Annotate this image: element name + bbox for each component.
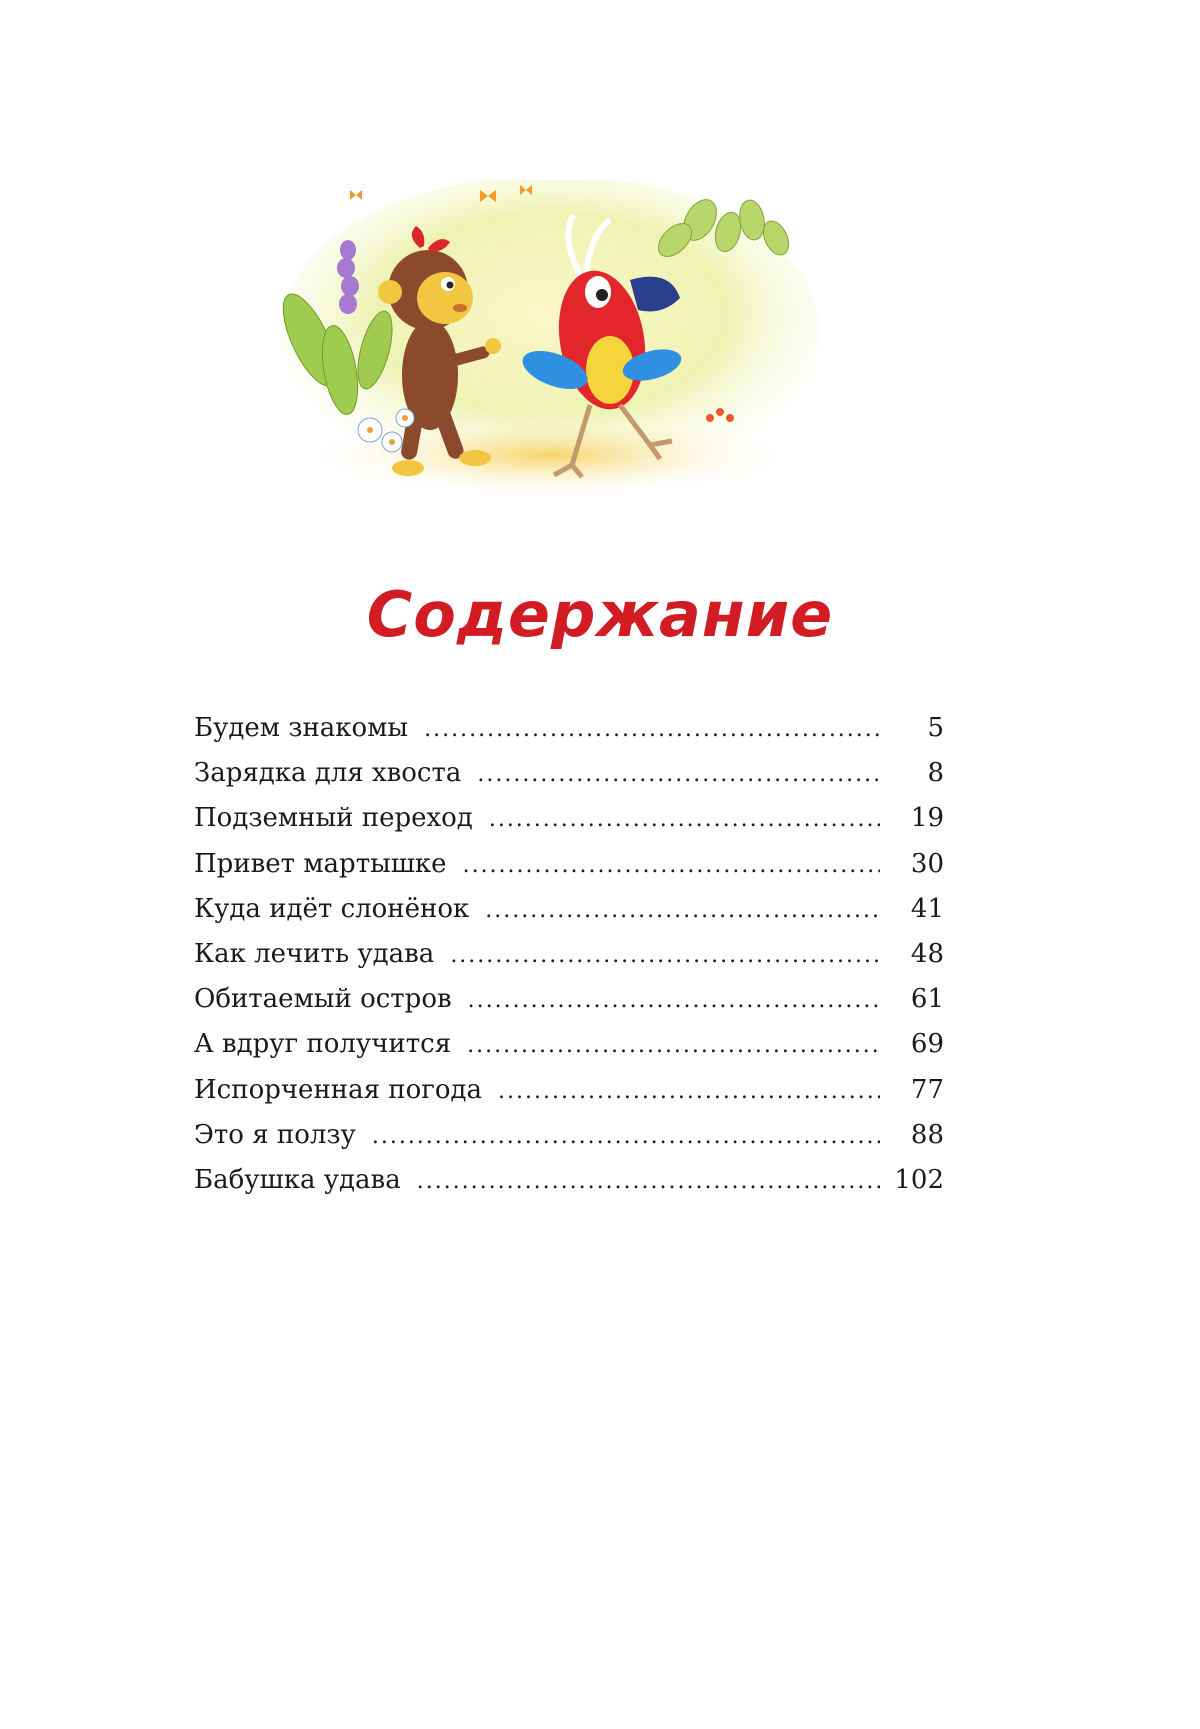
toc-entry[interactable] bbox=[194, 932, 944, 977]
toc-entry-page: 19 bbox=[910, 803, 944, 834]
toc-entry-page: 88 bbox=[910, 1119, 944, 1150]
dot-leader bbox=[477, 752, 880, 797]
toc-entry[interactable] bbox=[194, 977, 944, 1022]
toc-entry-page: 61 bbox=[910, 984, 944, 1015]
toc-entry-page: 5 bbox=[927, 713, 944, 743]
toc-entry-title: Это я ползу bbox=[194, 1119, 356, 1150]
page-title: Содержание bbox=[366, 578, 834, 651]
dot-leader bbox=[372, 1114, 880, 1159]
toc-entry[interactable] bbox=[194, 1068, 944, 1113]
dot-leader bbox=[417, 1159, 880, 1204]
toc-entry-page: 77 bbox=[910, 1074, 944, 1105]
dot-leader bbox=[485, 888, 880, 933]
toc-entry[interactable] bbox=[194, 751, 944, 796]
toc-entry[interactable] bbox=[194, 1158, 944, 1203]
toc-entry-title: А вдруг получится bbox=[194, 1029, 452, 1060]
toc-entry[interactable] bbox=[194, 1022, 944, 1067]
toc-entry-page: 48 bbox=[910, 938, 944, 969]
toc-entry-page: 41 bbox=[910, 893, 944, 924]
toc-entry-page: 30 bbox=[910, 848, 944, 879]
toc-entry-title: Обитаемый остров bbox=[194, 984, 452, 1015]
toc-entry[interactable] bbox=[194, 842, 944, 887]
toc-entry-page: 8 bbox=[927, 758, 944, 789]
table-of-contents bbox=[194, 706, 944, 1203]
toc-entry-title: Как лечить удава bbox=[194, 938, 435, 969]
dot-leader bbox=[450, 933, 880, 978]
toc-entry-title: Бабушка удава bbox=[194, 1164, 401, 1195]
dot-leader bbox=[467, 1023, 880, 1068]
dot-leader bbox=[498, 1069, 880, 1114]
illustration-monkey-parrot bbox=[280, 180, 820, 500]
toc-entry[interactable] bbox=[194, 706, 944, 751]
dot-leader bbox=[468, 978, 880, 1023]
toc-entry-page: 69 bbox=[910, 1029, 944, 1060]
toc-entry-title: Куда идёт слонёнок bbox=[194, 893, 470, 924]
toc-entry[interactable] bbox=[194, 887, 944, 932]
toc-entry-title: Будем знакомы bbox=[194, 713, 409, 743]
toc-entry-title: Испорченная погода bbox=[194, 1074, 483, 1105]
toc-entry[interactable] bbox=[194, 796, 944, 841]
dot-leader bbox=[463, 843, 880, 888]
dot-leader bbox=[424, 707, 880, 752]
toc-entry-title: Подземный переход bbox=[194, 803, 473, 834]
toc-entry-title: Привет мартышке bbox=[194, 848, 447, 879]
dot-leader bbox=[489, 797, 880, 842]
toc-entry-page: 102 bbox=[894, 1164, 944, 1195]
toc-entry-title: Зарядка для хвоста bbox=[194, 758, 462, 789]
toc-entry[interactable] bbox=[194, 1113, 944, 1158]
